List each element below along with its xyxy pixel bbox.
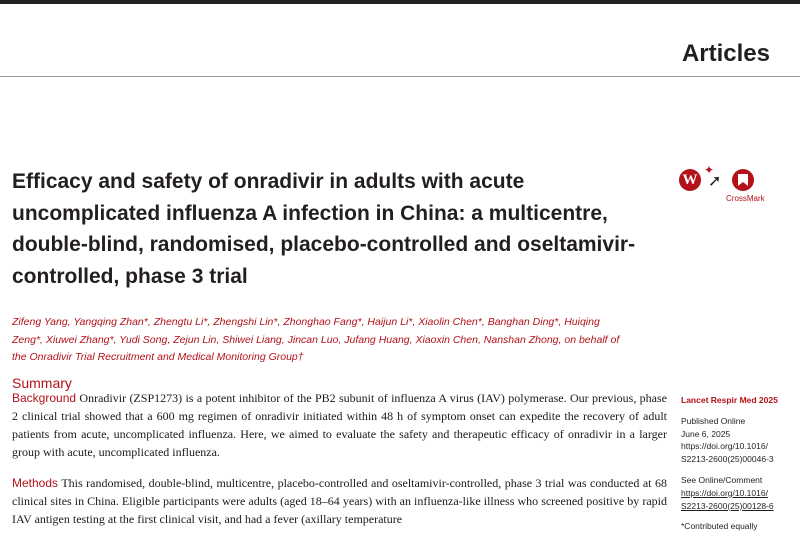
author-affiliation-mark: *: [408, 316, 413, 328]
background-paragraph: [12, 389, 667, 461]
author-name[interactable]: Zhengtu Li: [153, 316, 204, 328]
contributed-note: *Contributed equally: [681, 521, 758, 532]
author-name[interactable]: Yudi Song: [119, 333, 168, 346]
see-comment-label: See Online/Comment: [681, 474, 763, 485]
author-affiliation-mark: *: [203, 316, 208, 328]
header-rule: [0, 76, 800, 77]
background-text: Onradivir (ZSP1273) is a potent inhibitor of the PB2 subunit of influenza A virus (IAV) polymerase. Our previous, phase 2 clinical trial showed that a 600 mg regimen of onradivir initiated within 48 h of symptom onset can expedite the recovery of adult patients from acute, uncomplicated influenza. Here, we aimed to evaluate the safety and therapeutic efficacy of onradivir in a larger group with acute, uncomplicated influenza.: [12, 391, 668, 459]
author-affiliation-mark: *: [35, 333, 41, 346]
top-rule: [0, 0, 800, 4]
crossmark-label: CrossMark: [726, 194, 765, 203]
article-badges: [676, 165, 776, 210]
author-name[interactable]: Huiqing Zeng: [12, 316, 600, 346]
author-affiliation-mark: *: [273, 316, 278, 328]
author-affiliation-mark: *: [554, 316, 559, 328]
author-name[interactable]: Shiwei Liang: [222, 333, 282, 346]
author-name[interactable]: Yangqing Zhan: [73, 316, 144, 328]
sparkle-icon: ✦: [704, 163, 715, 177]
summary-heading: Summary: [12, 375, 72, 391]
author-name[interactable]: Zejun Lin: [173, 333, 217, 346]
author-list: Zifeng Yang, Yangqing Zhan*, Zhengtu Li*, Zhengshi Lin*, Zhonghao Fang*, Haijun Li*, Xiaolin Chen*, Banghan Ding*, Huiqing Zeng*, Xiuwei Zhang*, Yudi Song, Zejun Lin, Shiwei Liang, Jincan Luo, Jufang Huang, Xiaoxin Chen, Nanshan Zhong, on behalf of the Onradivir Trial Recruitment and Medical Monitoring Group†: [12, 316, 620, 363]
published-date: June 6, 2025: [681, 428, 731, 439]
doi-link[interactable]: https://doi.org/10.1016/: [681, 441, 768, 452]
author-name[interactable]: Xiaoxin Chen: [415, 333, 478, 346]
doi-link[interactable]: S2213-2600(25)00046-3: [681, 454, 774, 465]
author-name[interactable]: Nanshan Zhong: [483, 333, 559, 346]
journal-citation: Lancet Respir Med 2025: [681, 395, 778, 405]
comment-doi-link[interactable]: https://doi.org/10.1016/: [681, 487, 768, 498]
methods-paragraph: [12, 474, 667, 528]
comment-doi-link[interactable]: S2213-2600(25)00128-6: [681, 500, 774, 511]
published-label: Published Online: [681, 415, 746, 426]
section-label: Articles: [681, 40, 770, 67]
author-name[interactable]: Jufang Huang: [344, 333, 410, 346]
bookmark-icon: [737, 173, 749, 187]
author-group: on behalf of the Onradivir Trial Recruitment and Medical Monitoring Group: [12, 333, 620, 363]
methods-text: This randomised, double-blind, multicentre, placebo-controlled and oseltamivir-controlled, phase 3 trial was conducted at 68 clinical sites in China. Eligible participants were adults (aged 18–64 years) with an influenza-like illness who screened positive by rapid IAV antigen testing at the first clinical visit, and had a fever (axillary temperature: [12, 476, 667, 526]
article-title: Efficacy and safety of onradivir in adults with acute uncomplicated influenza A infection in China: a multicentre, double-blind, randomised, placebo-controlled and oseltamivir-controlled, phase 3 trial: [12, 170, 636, 288]
author-affiliation-mark: *: [143, 316, 148, 328]
author-name[interactable]: Xiuwei Zhang: [45, 333, 110, 346]
background-label: Background: [12, 391, 77, 405]
author-name[interactable]: Xiaolin Chen: [418, 316, 478, 328]
w-logo-icon[interactable]: W: [679, 169, 701, 191]
author-name[interactable]: Haijun Li: [367, 316, 409, 328]
author-group-mark: †: [297, 351, 304, 363]
crossmark-icon[interactable]: [732, 169, 754, 191]
author-affiliation-mark: *: [477, 316, 482, 328]
author-name[interactable]: Zifeng Yang: [12, 316, 68, 328]
methods-label: Methods: [12, 476, 59, 490]
author-affiliation-mark: *: [109, 333, 114, 346]
author-name[interactable]: Zhonghao Fang: [283, 316, 358, 328]
author-name[interactable]: Zhengshi Lin: [213, 316, 274, 328]
cursor-icon: ➚: [708, 171, 722, 190]
author-name[interactable]: Jincan Luo: [287, 333, 339, 346]
author-affiliation-mark: *: [357, 316, 362, 328]
article-sidebar: [681, 394, 793, 533]
author-name[interactable]: Banghan Ding: [487, 316, 555, 328]
